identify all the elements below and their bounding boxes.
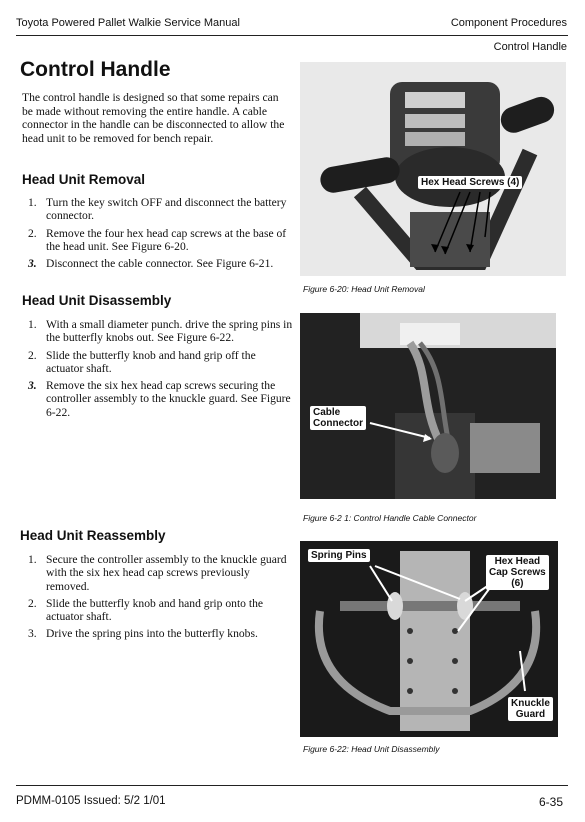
step-number: 2. xyxy=(28,348,37,362)
document-id: PDMM-0105 Issued: 5/2 1/01 xyxy=(16,795,166,807)
section-title: Control Handle xyxy=(493,41,567,53)
step-text: With a small diameter punch. drive the spring pins in the butterfly knobs out. See Figure 6-22. xyxy=(46,318,293,345)
intro-paragraph: The control handle is designed so that some repairs can be made without removing the entire handle. A cable connector in the handle can be disconnected to allow the head unit to be removed for bench repair. xyxy=(22,91,285,145)
step-number: 1. xyxy=(28,553,37,566)
step-text: Slide the butterfly knob and hand grip onto the actuator shaft. xyxy=(46,596,264,624)
handle-illustration xyxy=(300,62,566,276)
cable-connector-callout xyxy=(310,406,366,430)
step-text: Remove the six hex head cap screws securing the controller assembly to the knuckle guard. See Figure 6-22. xyxy=(46,379,291,419)
figure-head-unit-removal xyxy=(300,62,566,276)
page-number: 6-35 xyxy=(538,795,563,809)
header-rule xyxy=(16,35,568,36)
list-item xyxy=(28,553,293,593)
hex-cap-screws-callout xyxy=(486,555,549,590)
list-item xyxy=(28,196,293,223)
step-number: 1. xyxy=(28,318,37,331)
callout-line: (6) xyxy=(511,578,524,589)
callout-line: Connector xyxy=(313,418,363,429)
knuckle-guard-callout xyxy=(508,697,553,721)
callout-line: Hex Head xyxy=(494,556,541,567)
callout-line: Cap Screws xyxy=(489,567,546,578)
step-number: 1. xyxy=(28,196,37,209)
list-item xyxy=(28,379,293,419)
disassembly-steps xyxy=(28,318,293,423)
step-text: Drive the spring pins into the butterfly knobs. xyxy=(46,627,258,641)
page-title: Control Handle xyxy=(20,58,171,81)
step-text: Turn the key switch OFF and disconnect the battery connector. xyxy=(46,196,287,223)
list-item xyxy=(28,257,293,270)
spring-pins-callout: Spring Pins xyxy=(308,549,370,562)
list-item xyxy=(28,627,293,640)
list-item xyxy=(28,227,293,254)
figure-head-unit-disassembly xyxy=(300,541,558,737)
figure-caption: Figure 6-20: Head Unit Removal xyxy=(303,284,425,294)
reassembly-steps xyxy=(28,553,293,645)
callout-line: Guard xyxy=(515,709,546,720)
removal-heading: Head Unit Removal xyxy=(22,172,146,187)
figure-caption: Figure 6-22: Head Unit Disassembly xyxy=(303,744,440,754)
figure-caption: Figure 6-2 1: Control Handle Cable Connector xyxy=(303,513,477,523)
reassembly-heading: Head Unit Reassembly xyxy=(20,528,166,543)
chapter-title: Component Procedures xyxy=(450,17,567,29)
callout-line: Knuckle xyxy=(511,698,550,709)
hex-screws-callout: Hex Head Screws (4) xyxy=(418,176,522,189)
step-text: Disconnect the cable connector. See Figure 6-21. xyxy=(46,257,274,271)
callout-line: Cable xyxy=(313,407,341,418)
step-text: Slide the butterfly knob and hand grip off the actuator shaft. xyxy=(46,348,256,375)
step-number: 3. xyxy=(28,627,37,641)
step-text: Secure the controller assembly to the knuckle guard with the six hex head cap screws previously removed. xyxy=(46,553,287,593)
list-item xyxy=(28,349,293,376)
step-number: 3. xyxy=(28,257,37,271)
manual-title: Toyota Powered Pallet Walkie Service Manual xyxy=(16,17,240,29)
step-number: 3. xyxy=(28,379,37,393)
step-number: 2. xyxy=(28,226,37,240)
disassembly-heading: Head Unit Disassembly xyxy=(22,293,172,308)
removal-steps xyxy=(28,196,293,274)
step-number: 2. xyxy=(28,596,37,610)
list-item xyxy=(28,597,293,624)
figure-cable-connector xyxy=(300,313,556,499)
step-text: Remove the four hex head cap screws at the base of the head unit. See Figure 6-20. xyxy=(46,226,287,253)
list-item xyxy=(28,318,293,345)
footer-rule xyxy=(16,785,568,786)
